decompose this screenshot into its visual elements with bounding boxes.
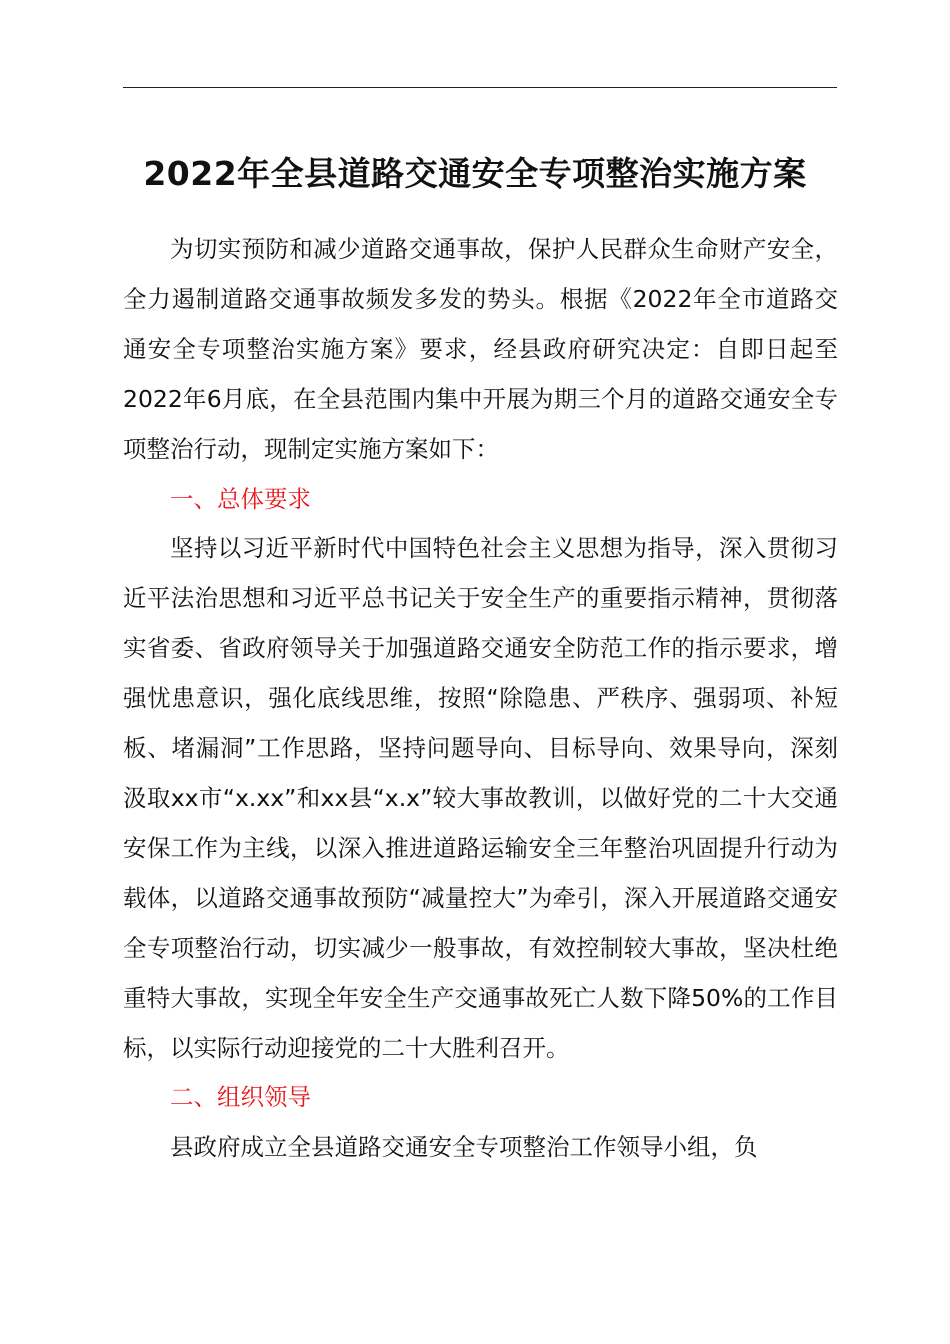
section-paragraph-general-requirements: 坚持以习近平新时代中国特色社会主义思想为指导，深入贯彻习近平法治思想和习近平总书记关于安全生产的重要指示精神，贯彻落实省委、省政府领导关于加强道路交通安全防范工作的指示要求，增强忧患意识，强化底线思维，按照“除隐患、严秩序、强弱项、补短板、堵漏洞”工作思路，坚持问题导向、目标导向、效果导向，深刻汲取xx市“x.xx”和xx县“x.x”较大事故教训，以做好党的二十大交通安保工作为主线，以深入推进道路运输安全三年整治巩固提升行动为载体，以道路交通事故预防“减量控大”为牵引，深入开展道路交通安全专项整治行动，切实减少一般事故，有效控制较大事故，坚决杜绝重特大事故，实现全年安全生产交通事故死亡人数下降50%的工作目标，以实际行动迎接党的二十大胜利召开。 bbox=[123, 534, 838, 1062]
section-heading-general-requirements: 一、总体要求 bbox=[170, 484, 311, 513]
header-rule bbox=[123, 87, 837, 88]
document-body bbox=[123, 225, 838, 1173]
document-title: 2022年全县道路交通安全专项整治实施方案 bbox=[143, 154, 807, 193]
section-heading-organization: 二、组织领导 bbox=[170, 1083, 311, 1112]
section-paragraph-organization: 县政府成立全县道路交通安全专项整治工作领导小组，负 bbox=[170, 1133, 758, 1162]
intro-paragraph: 为切实预防和减少道路交通事故，保护人民群众生命财产安全，全力遏制道路交通事故频发多发的势头。根据《2022年全市道路交通安全专项整治实施方案》要求，经县政府研究决定：自即日起至2022年6月底，在全县范围内集中开展为期三个月的道路交通安全专项整治行动，现制定实施方案如下： bbox=[123, 235, 838, 463]
